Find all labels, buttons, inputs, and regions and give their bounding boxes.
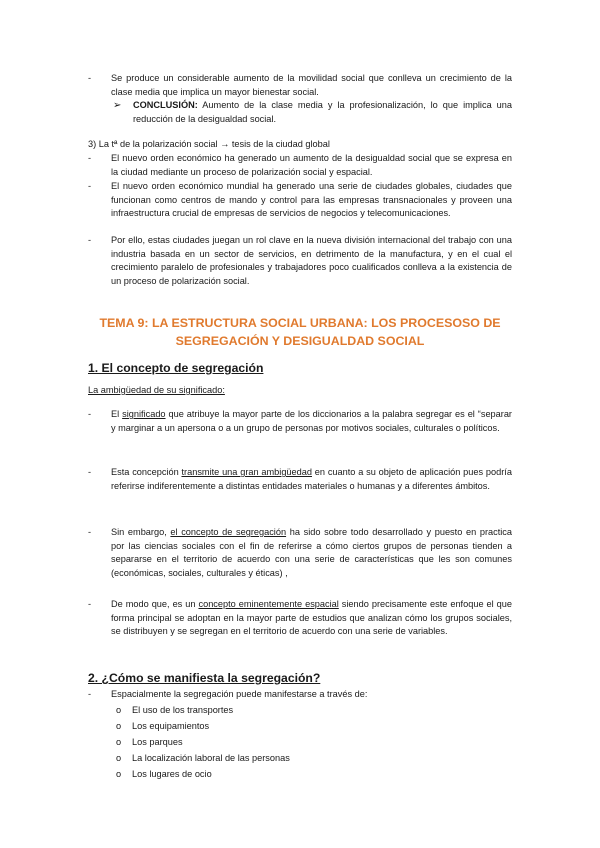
tema-title-line-2: SEGREGACIÓN Y DESIGUALDAD SOCIAL xyxy=(175,334,425,348)
list-item: - De modo que, es un concepto eminentemente espacial siendo precisamente este enfoque el que forma principal se adoptan en la mayor parte de estudios que analizan cómo los grupos sociales, se distribuyen y se segregan en el territorio de acuerdo con una serie de variables. xyxy=(88,599,513,637)
list-item xyxy=(88,72,512,99)
list-item xyxy=(88,688,512,702)
dash-bullet: - xyxy=(88,181,92,191)
item-text: El nuevo orden económico ha generado un aumento de la desigualdad social que se expresa en la ciudad mediante un proceso de polarización social y espacial. xyxy=(111,153,512,177)
sub-list-item: o Los parques xyxy=(116,736,183,750)
item-text: Por ello, estas ciudades juegan un rol clave en la nueva división internacional del trabajo con una industria basada en un sector de servicios, en detrimento de la manufactura, y en el cual el crecimiento paralelo de profesionales y trabajadores poco cualificados conlleva a la existencia de un proceso de polarización social. xyxy=(111,235,512,286)
heading-manifestacion: 2. ¿Cómo se manifiesta la segregación? xyxy=(88,671,321,685)
tema-title xyxy=(88,314,512,350)
dash-bullet: - xyxy=(88,409,92,419)
dash-bullet: - xyxy=(88,73,92,83)
underlined-term: concepto eminentemente espacial xyxy=(198,599,339,609)
arrow-bullet-icon: ➢ xyxy=(113,100,122,111)
conclusion-text: Aumento de la clase media y la profesionalización, lo que implica una reducción de la desigualdad social. xyxy=(133,100,512,124)
underlined-term: significado xyxy=(122,409,166,419)
section-3-heading: 3) La tª de la polarización social → tesis de la ciudad global xyxy=(88,139,330,149)
dash-bullet: - xyxy=(88,527,92,537)
conclusion-item xyxy=(113,99,512,126)
list-item xyxy=(88,180,512,221)
circle-bullet: o xyxy=(116,737,122,747)
tema-title-line-1: TEMA 9: LA ESTRUCTURA SOCIAL URBANA: LOS PROCESOSO DE xyxy=(99,316,501,330)
underlined-term: el concepto de segregación xyxy=(170,527,287,537)
item-text: Espacialmente la segregación puede manifestarse a través de: xyxy=(111,689,368,699)
subheading: La ambigüedad de su significado: xyxy=(88,385,225,395)
sub-list-item: o El uso de los transportes xyxy=(116,704,233,718)
circle-bullet: o xyxy=(116,705,122,715)
list-item: - Sin embargo, el concepto de segregación ha sido sobre todo desarrollado y puesto en practica por las ciencias sociales con el fin de referirse a cómo ciertos grupos de personas tienden a separarse en el territorio de acuerdo con una serie de características que les son comunes (económicas, sociales, culturales y éticas) , xyxy=(88,527,513,578)
item-text: Se produce un considerable aumento de la movilidad social que conlleva un crecimiento de la clase media que implica un mayor bienestar social. xyxy=(111,73,512,97)
list-item xyxy=(88,152,512,179)
circle-bullet: o xyxy=(116,721,122,731)
circle-bullet: o xyxy=(116,769,122,779)
sub-list-item: o Los lugares de ocio xyxy=(116,768,212,782)
list-item: - Esta concepción transmite una gran ambigüedad en cuanto a su objeto de aplicación pues podría referirse indiferentemente a distintas entidades materiales o humanas y a diferentes ámbitos. xyxy=(88,467,512,491)
dash-bullet: - xyxy=(88,235,92,245)
dash-bullet: - xyxy=(88,689,92,699)
underlined-term: transmite una gran ambigüedad xyxy=(181,467,312,477)
dash-bullet: - xyxy=(88,599,92,609)
conclusion-label: CONCLUSIÓN: xyxy=(133,100,198,110)
dash-bullet: - xyxy=(88,153,92,163)
list-item: - El significado que atribuye la mayor parte de los diccionarios a la palabra segregar es el “separar y marginar a un apersona o a un grupo de personas por motivos sociales, culturales o políticos. xyxy=(88,409,512,433)
heading-concepto: 1. El concepto de segregación xyxy=(88,361,264,375)
sub-list-item: o La localización laboral de las personas xyxy=(116,752,290,766)
sub-list-item: o Los equipamientos xyxy=(116,720,209,734)
list-item xyxy=(88,234,512,288)
circle-bullet: o xyxy=(116,753,122,763)
item-text: El nuevo orden económico mundial ha generado una serie de ciudades globales, ciudades que funcionan como centros de mando y control para las empresas transnacionales y proveen una infraestructura crucial de empresas de servicios de negocios y telecomunicaciones. xyxy=(111,181,512,219)
dash-bullet: - xyxy=(88,467,92,477)
